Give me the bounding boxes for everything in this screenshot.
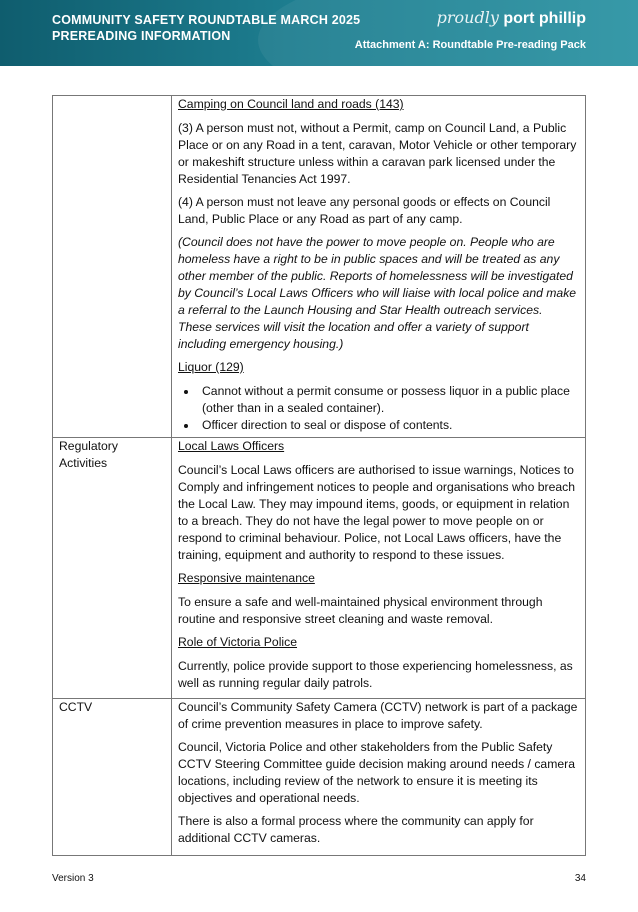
brand-script: proudly — [436, 8, 499, 27]
paragraph: There is also a formal process where the community can apply for additional CCTV cameras. — [178, 814, 534, 845]
page-number: 34 — [574, 873, 586, 884]
attachment-label: Attachment A: Roundtable Pre-reading Pack — [354, 39, 586, 51]
table-row — [53, 438, 586, 699]
row-content — [172, 96, 586, 438]
section-heading: Camping on Council land and roads (143) — [178, 97, 404, 111]
row-content — [172, 699, 586, 856]
paragraph: Currently, police provide support to those experiencing homelessness, as well as running regular daily patrols. — [178, 659, 573, 690]
section-heading: Local Laws Officers — [178, 439, 285, 453]
page-header — [0, 0, 638, 66]
row-label — [53, 96, 172, 438]
title-line-2: PREREADING INFORMATION — [52, 29, 231, 43]
italic-note: (Council does not have the power to move people on. People who are homeless have a right to be in public spaces and will be treated as any other member of the public. Reports of homelessness will be investigated by Council’s Local Laws Officers who will liaise with local police and make a referral to the Launch Housing and Star Health outreach services. These services will visit the location and offer a variety of support including emergency housing.) — [178, 235, 577, 351]
paragraph: Council’s Local Laws officers are authorised to issue warnings, Notices to Comply and infringement notices to people and organisations who breach the Local Law. They may impound items, goods, or equipment in relation to a breach. They do not have the legal power to move people on or respond to criminal behaviour. Police, not Local Laws officers, have the training, equipment and authority to respond to these issues. — [178, 463, 576, 562]
brand-logo — [437, 8, 586, 28]
table-row — [53, 96, 586, 438]
paragraph: Council, Victoria Police and other stakeholders from the Public Safety CCTV Steering Committee guide decision making around needs / camera locations, including review of the network to ensure it is meeting its objectives and operational needs. — [178, 740, 575, 805]
document-title — [52, 12, 360, 44]
section-heading: Responsive maintenance — [178, 571, 315, 585]
list-item: • Cannot without a permit consume or possess liquor in a public place (other than in a sealed container). — [198, 383, 579, 417]
row-content — [172, 438, 586, 699]
row-label: CCTV — [53, 699, 172, 856]
paragraph: Council’s Community Safety Camera (CCTV) network is part of a package of crime prevention measures in place to improve safety. — [178, 700, 578, 731]
brand-name: port phillip — [503, 10, 586, 27]
section-heading: Role of Victoria Police — [178, 635, 298, 649]
info-table — [52, 95, 586, 856]
version-label: Version 3 — [52, 873, 94, 884]
row-label: Regulatory Activities — [53, 438, 172, 699]
paragraph: To ensure a safe and well-maintained physical environment through routine and responsive street cleaning and waste removal. — [178, 595, 543, 626]
bullet-list — [178, 383, 579, 434]
table-row — [53, 699, 586, 856]
section-heading: Liquor (129) — [178, 360, 244, 374]
title-line-1: COMMUNITY SAFETY ROUNDTABLE MARCH 2025 — [52, 13, 361, 27]
list-item: • Officer direction to seal or dispose of contents. — [198, 417, 579, 434]
paragraph: (3) A person must not, without a Permit, camp on Council Land, a Public Place or on any Road in a tent, caravan, Motor Vehicle or other temporary or makeshift structure unless within a caravan park licensed under the Residential Tenancies Act 1997. — [178, 121, 577, 186]
paragraph: (4) A person must not leave any personal goods or effects on Council Land, Public Place or any Road as part of any camp. — [178, 195, 551, 226]
